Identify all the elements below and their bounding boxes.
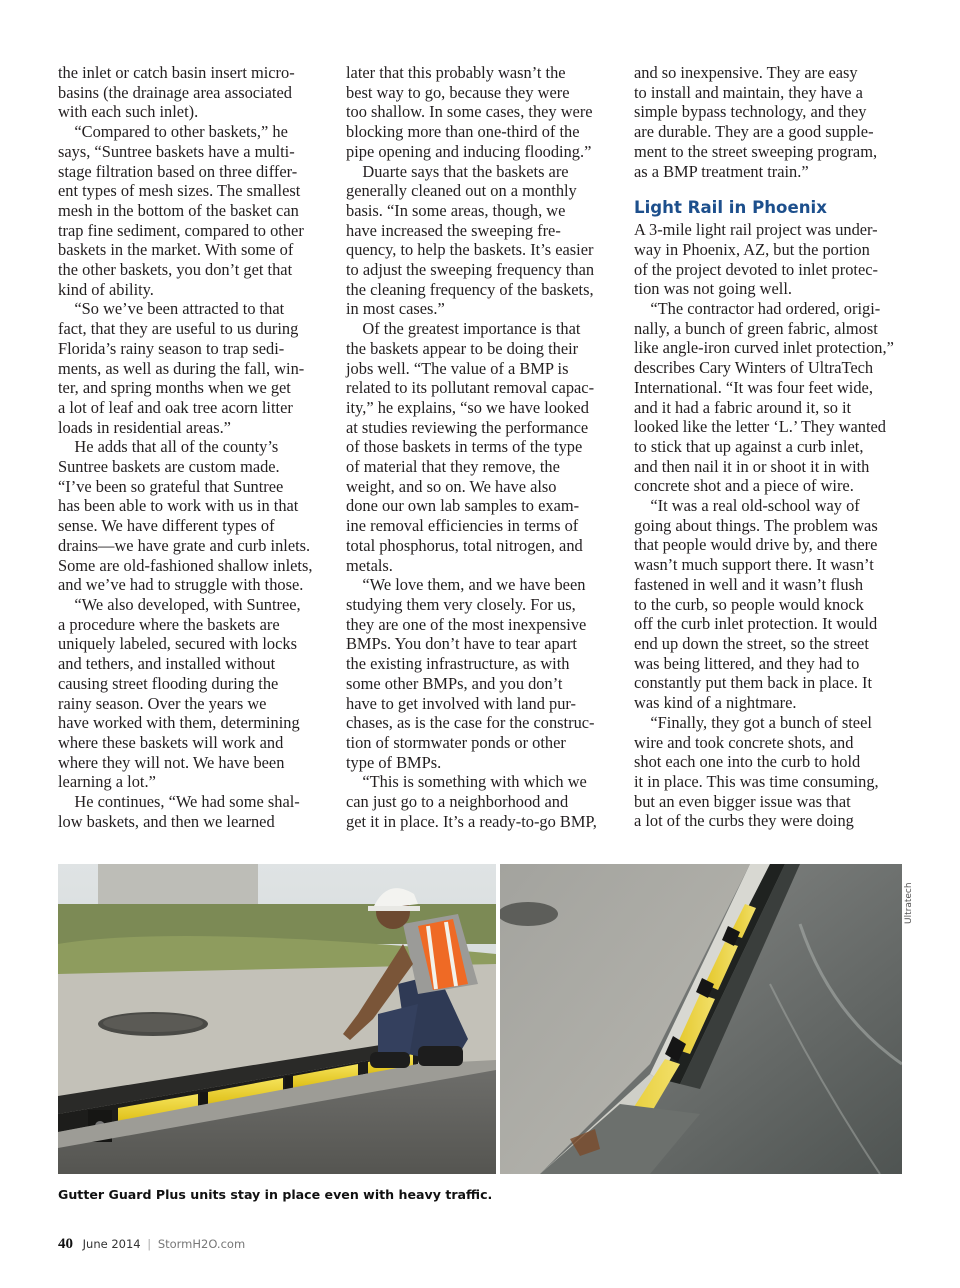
text-line: uniquely labeled, secured with locks xyxy=(58,634,297,654)
text-line: Of the greatest importance is that xyxy=(346,319,581,339)
text-line: A 3-mile light rail project was under- xyxy=(634,220,878,240)
text-line: basins (the drainage area associated xyxy=(58,82,292,102)
text-line: to install and maintain, they have a xyxy=(634,82,863,102)
text-line: He adds that all of the county’s xyxy=(58,437,279,457)
text-line: shot each one into the curb to hold xyxy=(634,752,861,772)
text-column-2 xyxy=(346,63,616,831)
text-line: a procedure where the baskets are xyxy=(58,614,280,634)
text-line: as a BMP treatment train.” xyxy=(634,161,809,181)
text-line: of those baskets in terms of the type xyxy=(346,437,583,457)
text-line: it in place. This was time consuming, xyxy=(634,771,879,791)
text-line: and we’ve had to struggle with those. xyxy=(58,575,304,595)
text-line: best way to go, because they were xyxy=(346,82,570,102)
photo-worker-inlet xyxy=(58,864,496,1174)
text-line: ter, and spring months when we get xyxy=(58,378,291,398)
text-line: basis. “In some areas, though, we xyxy=(346,200,566,220)
text-line: off the curb inlet protection. It would xyxy=(634,614,878,634)
text-line: fact, that they are useful to us during xyxy=(58,319,299,339)
text-line: jobs well. “The value of a BMP is xyxy=(346,358,569,378)
text-line: “So we’ve been attracted to that xyxy=(58,299,285,319)
text-line: “Finally, they got a bunch of steel xyxy=(634,712,872,732)
text-line: says, “Suntree baskets have a multi- xyxy=(58,141,295,161)
text-line: the cleaning frequency of the baskets, xyxy=(346,279,594,299)
text-line: too shallow. In some cases, they were xyxy=(346,102,593,122)
text-line: to stick that up against a curb inlet, xyxy=(634,436,864,456)
footer-separator: | xyxy=(147,1237,152,1251)
text-line: where these baskets will work and xyxy=(58,732,284,752)
text-line: related to its pollutant removal capac- xyxy=(346,378,595,398)
text-line: drains—we have grate and curb inlets. xyxy=(58,535,311,555)
text-line: nally, a bunch of green fabric, almost xyxy=(634,318,878,338)
text-line: a lot of the curbs they were doing xyxy=(634,811,854,831)
text-line: has been able to work with us in that xyxy=(58,496,299,516)
text-line: looked like the letter ‘L.’ They wanted xyxy=(634,417,886,437)
text-line: ent types of mesh sizes. The smallest xyxy=(58,181,301,201)
text-line: rainy season. Over the years we xyxy=(58,693,267,713)
text-line: and tethers, and installed without xyxy=(58,654,276,674)
text-line: like angle-iron curved inlet protection,” xyxy=(634,338,894,358)
text-line: kind of ability. xyxy=(58,279,154,299)
text-line: Duarte says that the baskets are xyxy=(346,161,569,181)
text-line: type of BMPs. xyxy=(346,752,442,772)
column3-bottom-text xyxy=(634,220,904,831)
column3-top-text xyxy=(634,63,904,181)
text-line: generally cleaned out on a monthly xyxy=(346,181,577,201)
text-line: ment to the street sweeping program, xyxy=(634,141,878,161)
text-line: loads in residential areas.” xyxy=(58,417,231,437)
text-line: low baskets, and then we learned xyxy=(58,811,275,831)
text-line: get it in place. It’s a ready-to-go BMP, xyxy=(346,811,597,831)
text-line: Suntree baskets are custom made. xyxy=(58,457,280,477)
text-line: end up down the street, so the street xyxy=(634,633,869,653)
text-line: total phosphorus, total nitrogen, and xyxy=(346,535,583,555)
text-line: have increased the sweeping fre- xyxy=(346,220,561,240)
text-line: in most cases.” xyxy=(346,299,445,319)
text-line: constantly put them back in place. It xyxy=(634,673,873,693)
text-line: done our own lab samples to exam- xyxy=(346,496,580,516)
text-line: was being littered, and they had to xyxy=(634,653,860,673)
text-line: ments, as well as during the fall, win- xyxy=(58,358,305,378)
website-link[interactable]: StormH2O.com xyxy=(157,1237,246,1251)
text-line: simple bypass technology, and they xyxy=(634,102,867,122)
photo-credit: Ultratech xyxy=(904,882,914,924)
text-line: way in Phoenix, AZ, but the portion xyxy=(634,239,870,259)
text-line: “I’ve been so grateful that Suntree xyxy=(58,476,284,496)
text-line: the existing infrastructure, as with xyxy=(346,654,570,674)
text-line: mesh in the bottom of the basket can xyxy=(58,200,299,220)
text-line: tion of stormwater ponds or other xyxy=(346,732,566,752)
photo-caption: Gutter Guard Plus units stay in place even with heavy traffic. xyxy=(58,1187,493,1202)
text-line: sense. We have different types of xyxy=(58,516,275,536)
text-line: the other baskets, you don’t get that xyxy=(58,260,293,280)
text-line: stage filtration based on three differ- xyxy=(58,161,298,181)
text-line: ity,” he explains, “so we have looked xyxy=(346,397,589,417)
text-line: going about things. The problem was xyxy=(634,515,878,535)
text-line: to the curb, so people would knock xyxy=(634,594,864,614)
text-line: “This is something with which we xyxy=(346,772,587,792)
text-line: wasn’t much support there. It wasn’t xyxy=(634,555,874,575)
text-line: BMPs. You don’t have to tear apart xyxy=(346,634,577,654)
text-line: later that this probably wasn’t the xyxy=(346,63,566,82)
text-line: of the project devoted to inlet protec- xyxy=(634,259,878,279)
text-line: of material that they remove, the xyxy=(346,457,560,477)
text-line: where they will not. We have been xyxy=(58,752,285,772)
text-line: wire and took concrete shots, and xyxy=(634,732,854,752)
text-line: are durable. They are a good supple- xyxy=(634,122,874,142)
text-line: concrete shot and a piece of wire. xyxy=(634,476,854,496)
text-line: studying them very closely. For us, xyxy=(346,594,576,614)
text-line: can just go to a neighborhood and xyxy=(346,792,569,812)
text-line: ine removal efficiencies in terms of xyxy=(346,516,579,536)
text-line: the baskets appear to be doing their xyxy=(346,338,579,358)
text-line: Florida’s rainy season to trap sedi- xyxy=(58,338,285,358)
text-line: “It was a real old-school way of xyxy=(634,496,860,516)
section-heading: Light Rail in Phoenix xyxy=(634,198,827,218)
text-line: Some are old-fashioned shallow inlets, xyxy=(58,555,313,575)
text-line: that people would drive by, and there xyxy=(634,535,878,555)
text-line: quency, to help the baskets. It’s easier xyxy=(346,240,594,260)
page-footer xyxy=(58,1236,245,1256)
text-line: “We also developed, with Suntree, xyxy=(58,594,301,614)
text-line: tion was not going well. xyxy=(634,279,792,299)
text-line: learning a lot.” xyxy=(58,772,156,792)
text-line: baskets in the market. With some of xyxy=(58,240,294,260)
text-line: and then nail it in or shoot it in with xyxy=(634,456,870,476)
text-column-1 xyxy=(58,63,322,831)
text-line: He continues, “We had some shal- xyxy=(58,792,300,812)
text-line: “Compared to other baskets,” he xyxy=(58,122,288,142)
text-line: causing street flooding during the xyxy=(58,673,279,693)
text-line: blocking more than one-third of the xyxy=(346,122,580,142)
text-line: International. “It was four feet wide, xyxy=(634,377,873,397)
text-line: and so inexpensive. They are easy xyxy=(634,63,858,82)
text-line: have to get involved with land pur- xyxy=(346,693,576,713)
text-line: and it had a fabric around it, so it xyxy=(634,397,852,417)
text-line: some other BMPs, and you don’t xyxy=(346,673,563,693)
text-line: a lot of leaf and oak tree acorn litter xyxy=(58,397,293,417)
text-line: chases, as is the case for the construc- xyxy=(346,713,595,733)
text-line: fastened in well and it wasn’t flush xyxy=(634,574,864,594)
text-line: have worked with them, determining xyxy=(58,713,300,733)
text-column-3 xyxy=(634,63,904,831)
text-line: at studies reviewing the performance xyxy=(346,417,589,437)
text-line: but an even bigger issue was that xyxy=(634,791,851,811)
page-number: 40 xyxy=(58,1236,73,1252)
text-line: they are one of the most inexpensive xyxy=(346,614,587,634)
text-line: weight, and so on. We have also xyxy=(346,476,557,496)
issue-date: June 2014 xyxy=(82,1237,141,1251)
text-line: to adjust the sweeping frequency than xyxy=(346,260,595,280)
text-line: trap fine sediment, compared to other xyxy=(58,220,304,240)
text-line: “The contractor had ordered, origi- xyxy=(634,299,881,319)
text-line: metals. xyxy=(346,555,393,575)
text-line: pipe opening and inducing flooding.” xyxy=(346,141,592,161)
text-line: was kind of a nightmare. xyxy=(634,693,797,713)
text-line: “We love them, and we have been xyxy=(346,575,586,595)
text-line: the inlet or catch basin insert micro- xyxy=(58,63,295,82)
text-line: describes Cary Winters of UltraTech xyxy=(634,358,874,378)
photo-curb-inlet-rain xyxy=(500,864,902,1174)
text-line: with each such inlet). xyxy=(58,102,199,122)
